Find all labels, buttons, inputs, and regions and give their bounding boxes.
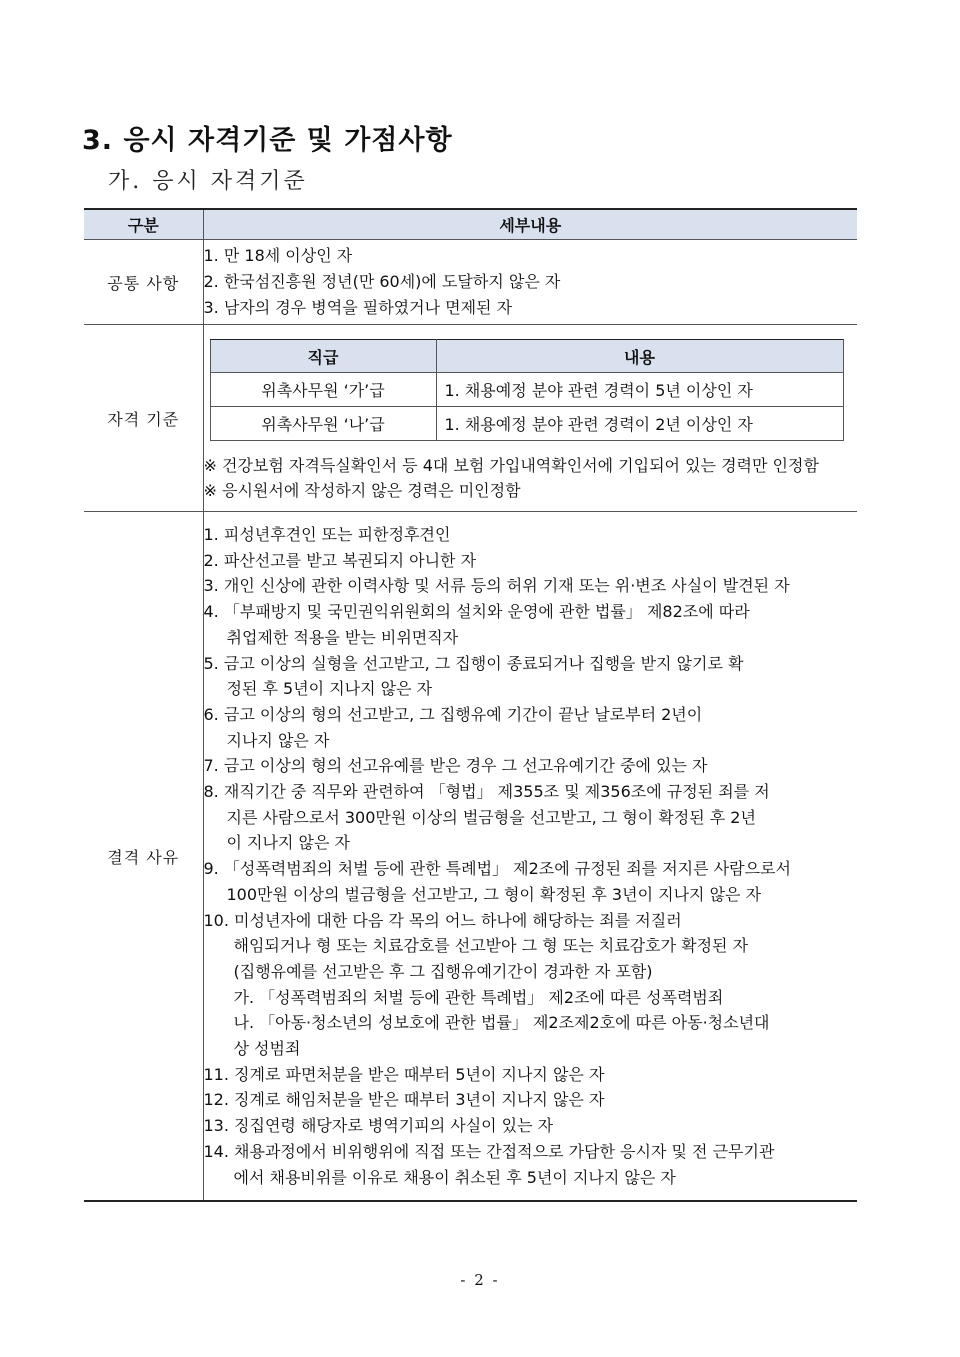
- list-item: [204, 753, 858, 779]
- item-text: 상 성범죄: [233, 1039, 301, 1059]
- item-text: 지나지 않은 자: [226, 730, 330, 750]
- header-details: 세부내용: [203, 209, 857, 240]
- list-item: [204, 779, 858, 856]
- item-text: 금고 이상의 실형을 선고받고, 그 집행이 종료되거나 집행을 받지 않기로 확: [223, 653, 744, 673]
- disqualification-list: [204, 522, 858, 1190]
- item-text: 재직기간 중 직무와 관련하여 「형법」 제355조 및 제356조에 규정된 죄를 저: [223, 782, 770, 802]
- qualification-details: [203, 325, 857, 512]
- rank-row: [210, 373, 843, 407]
- note: ※ 응시원서에 작성하지 않은 경력은 미인정함: [203, 481, 521, 500]
- item-number: 11.: [203, 1064, 229, 1084]
- page-number: - 2 -: [460, 1271, 500, 1289]
- item-text: 지른 사람으로서 300만원 이상의 벌금형을 선고받고, 그 형이 확정된 후 2년: [226, 807, 756, 827]
- list-item: [204, 651, 858, 702]
- note: ※ 건강보험 자격득실확인서 등 4대 보험 가입내역확인서에 기입되어 있는 경력만 인정함: [203, 456, 819, 475]
- rank-content: 1. 채용예정 분야 관련 경력이 2년 이상인 자: [436, 407, 843, 441]
- item-number: 5.: [203, 653, 219, 673]
- disqualification-details: [203, 512, 857, 1202]
- item-number: 2.: [203, 550, 219, 570]
- row-disqualification: [84, 512, 857, 1202]
- list-item: 3. 남자의 경우 병역을 필하였거나 면제된 자: [203, 297, 513, 317]
- category-disqualification: 결격 사유: [84, 512, 203, 1202]
- category-common: 공통 사항: [84, 240, 203, 325]
- section-subheading: 가. 응시 자격기준: [108, 169, 308, 194]
- row-common: [84, 240, 857, 325]
- item-number: 13.: [203, 1116, 229, 1136]
- item-text: (집행유예를 선고받은 후 그 집행유예기간이 경과한 자 포함): [233, 961, 653, 981]
- item-text: 금고 이상의 형의 선고유예를 받은 경우 그 선고유예기간 중에 있는 자: [223, 756, 708, 776]
- item-text: 정된 후 5년이 지나지 않은 자: [226, 679, 433, 699]
- list-item: [204, 1113, 858, 1139]
- common-list: [204, 243, 858, 320]
- item-text: 나. 「아동·청소년의 성보호에 관한 법률」 제2조제2호에 따른 아동·청소년대: [233, 1013, 770, 1033]
- rank-name: 위촉사무원 ‘나’급: [210, 407, 436, 441]
- rank-header-row: [210, 340, 843, 373]
- list-item: [204, 856, 858, 907]
- rank-header-grade: 직급: [210, 340, 436, 373]
- item-text: 징계로 해임처분을 받은 때부터 3년이 지나지 않은 자: [234, 1090, 605, 1110]
- item-text: 에서 채용비위를 이유로 채용이 취소된 후 5년이 지나지 않은 자: [233, 1167, 676, 1187]
- item-text: 징계로 파면처분을 받은 때부터 5년이 지나지 않은 자: [234, 1064, 605, 1084]
- item-text: 징집연령 해당자로 병역기피의 사실이 있는 자: [234, 1116, 554, 1136]
- list-item: [204, 1139, 858, 1190]
- item-text: 해임되거나 형 또는 치료감호를 선고받아 그 형 또는 치료감호가 확정된 자: [233, 936, 749, 956]
- rank-header-content: 내용: [436, 340, 843, 373]
- item-text: 피성년후견인 또는 피한정후견인: [223, 525, 451, 544]
- page-heading: 3. 응시 자격기준 및 가점사항: [82, 125, 453, 156]
- list-item: [204, 702, 858, 753]
- item-text: 가. 「성폭력범죄의 처벌 등에 관한 특례법」 제2조에 따른 성폭력범죄: [233, 987, 724, 1007]
- list-item: [204, 1062, 858, 1088]
- list-item: [204, 1087, 858, 1113]
- criteria-table: [84, 208, 857, 1202]
- item-text: 100만원 이상의 벌금형을 선고받고, 그 형이 확정된 후 3년이 지나지 않은 자: [226, 884, 762, 904]
- list-item: 1. 만 18세 이상인 자: [203, 246, 353, 266]
- item-text: 취업제한 적용을 받는 비위면직자: [226, 627, 459, 647]
- rank-row: [210, 407, 843, 441]
- item-number: 3.: [203, 576, 219, 596]
- list-item: [204, 573, 858, 599]
- item-text: 개인 신상에 관한 이력사항 및 서류 등의 허위 기재 또는 위·변조 사실이 발견된 자: [223, 576, 790, 596]
- item-number: 7.: [203, 756, 219, 776]
- row-qualification: [84, 325, 857, 512]
- item-number: 9.: [203, 859, 219, 879]
- category-qualification: 자격 기준: [84, 325, 203, 512]
- list-item: 2. 한국섬진흥원 정년(만 60세)에 도달하지 않은 자: [203, 272, 561, 292]
- rank-name: 위촉사무원 ‘가’급: [210, 373, 436, 407]
- item-number: 10.: [203, 910, 229, 930]
- item-text: 파산선고를 받고 복권되지 아니한 자: [223, 550, 477, 570]
- rank-content: 1. 채용예정 분야 관련 경력이 5년 이상인 자: [436, 373, 843, 407]
- item-number: 14.: [203, 1141, 229, 1161]
- item-number: 12.: [203, 1090, 229, 1110]
- table-header-row: [84, 209, 857, 240]
- item-number: 4.: [203, 602, 219, 622]
- item-number: 1.: [203, 525, 219, 544]
- list-item: [204, 599, 858, 650]
- common-details: [203, 240, 857, 325]
- list-item: [204, 522, 858, 548]
- rank-table: [210, 339, 844, 441]
- item-text: 미성년자에 대한 다음 각 목의 어느 하나에 해당하는 죄를 저질러: [234, 910, 682, 930]
- list-item: [204, 548, 858, 574]
- item-text: 「부패방지 및 국민권익위원회의 설치와 운영에 관한 법률」 제82조에 따라: [223, 602, 750, 622]
- header-category: 구분: [84, 209, 203, 240]
- item-text: 「성폭력범죄의 처벌 등에 관한 특례법」 제2조에 규정된 죄를 저지른 사람으로서: [223, 859, 791, 879]
- item-text: 이 지나지 않은 자: [226, 833, 350, 853]
- item-text: 금고 이상의 형의 선고받고, 그 집행유예 기간이 끝난 날로부터 2년이: [223, 704, 703, 724]
- list-item: [204, 908, 858, 1062]
- item-number: 6.: [203, 704, 219, 724]
- item-text: 채용과정에서 비위행위에 직접 또는 간접적으로 가담한 응시자 및 전 근무기관: [234, 1141, 775, 1161]
- item-number: 8.: [203, 782, 219, 802]
